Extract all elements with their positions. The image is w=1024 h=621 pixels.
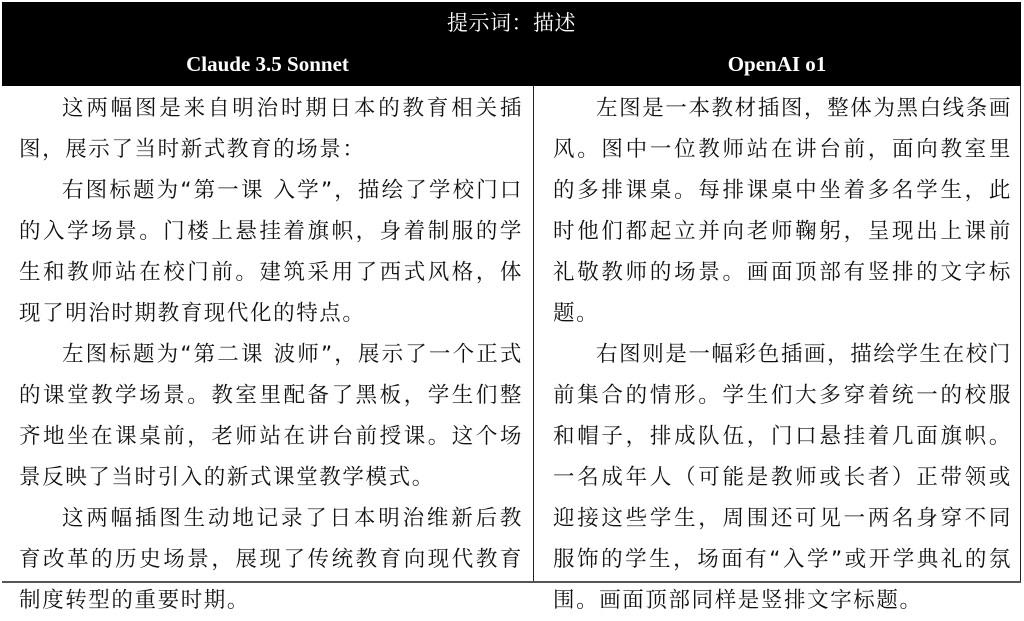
claude-paragraph-4: 这两幅插图生动地记录了日本明治维新后教育改革的历史场景，展现了传统教育向现代教育制度转型的重要时期。 bbox=[19, 506, 523, 613]
comparison-table bbox=[2, 2, 1021, 613]
prompt-label: 提示词：描述 bbox=[447, 11, 576, 35]
openai-paragraph-2: 右图则是一幅彩色插画，描绘学生在校门前集合的情形。学生们大多穿着统一的校服和帽子，排成队伍，门口悬挂着几面旗帜。一名成年人（可能是教师或长者）正带领或迎接这些学生，周围还可见一两名身穿不同服饰的学生，场面有“入学”或开学典礼的氛围。画面顶部同样是竖排文字标题。 bbox=[553, 342, 1012, 613]
claude-paragraph-1: 这两幅图是来自明治时期日本的教育相关插图，展示了当时新式教育的场景： bbox=[19, 96, 523, 162]
response-row bbox=[2, 86, 1021, 613]
claude-paragraph-2: 右图标题为“第一课 入学”，描绘了学校门口的入学场景。门楼上悬挂着旗帜，身着制服的学生和教师站在校门前。建筑采用了西式风格，体现了明治时期教育现代化的特点。 bbox=[19, 178, 523, 326]
model-header-row bbox=[2, 42, 1021, 86]
openai-response-cell bbox=[534, 86, 1021, 613]
prompt-title bbox=[2, 2, 1021, 42]
claude-paragraph-3: 左图标题为“第二课 波师”，展示了一个正式的课堂教学场景。教室里配备了黑板，学生们整齐地坐在课桌前，老师站在讲台前授课。这个场景反映了当时引入的新式课堂教学模式。 bbox=[19, 342, 523, 490]
model-name-claude: Claude 3.5 Sonnet bbox=[186, 51, 349, 76]
claude-response-cell bbox=[2, 86, 534, 613]
openai-paragraph-1: 左图是一本教材插图，整体为黑白线条画风。图中一位教师站在讲台前，面向教室里的多排课桌。每排课桌中坐着多名学生，此时他们都起立并向老师鞠躬，呈现出上课前礼敬教师的场景。画面顶部有竖排的文字标题。 bbox=[553, 96, 1012, 326]
model-name-openai: OpenAI o1 bbox=[727, 51, 827, 76]
table-header bbox=[2, 2, 1021, 86]
